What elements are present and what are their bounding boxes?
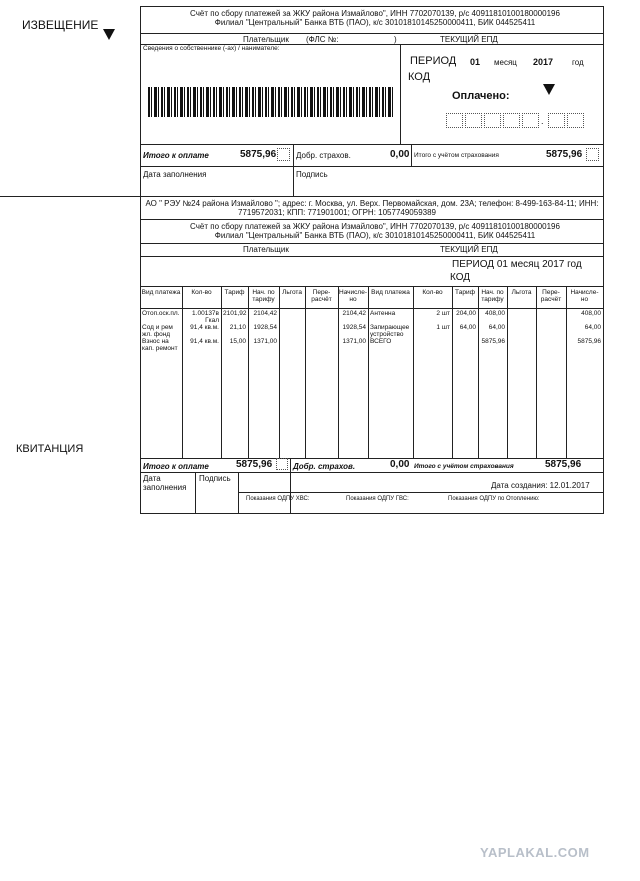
column-header: Нач. по тарифу bbox=[481, 289, 504, 303]
receipt-epd-label: ТЕКУЩИЙ ЕПД bbox=[440, 245, 498, 254]
receipt-insurance-value: 0,00 bbox=[390, 459, 410, 470]
watermark: YAPLAKAL.COM bbox=[480, 845, 590, 860]
meter-cold-water: Показания ОДПУ ХВС: bbox=[246, 496, 310, 502]
table-cell: 1928,54 bbox=[253, 324, 277, 331]
column-header: Кол-во bbox=[191, 289, 212, 296]
table-cell: 2104,42 bbox=[253, 310, 277, 317]
notice-insurance-label: Добр. страхов. bbox=[296, 151, 351, 160]
paid-digit-box bbox=[567, 113, 584, 128]
column-header: Пере- расчёт bbox=[311, 289, 332, 303]
table-cell: 64,00 bbox=[459, 324, 476, 331]
receipt-insurance-label: Добр. страхов. bbox=[293, 462, 356, 471]
year-label: год bbox=[572, 58, 584, 67]
fls-close: ) bbox=[394, 35, 397, 44]
table-cell: 1371,00 bbox=[342, 338, 366, 345]
notice-total-value: 5875,96 bbox=[240, 149, 277, 160]
receipt-header-line2: Филиал "Центральный" Банка ВТБ (ПАО), к/с 30101810145250000411, БИК 044525411 bbox=[214, 231, 536, 240]
code-label: КОД bbox=[408, 71, 431, 83]
column-header: Льгота bbox=[282, 289, 302, 296]
payer-label: Плательщик bbox=[243, 35, 289, 44]
table-cell: Отоп.оск.пл. bbox=[142, 310, 180, 317]
arrow-down-icon bbox=[103, 29, 115, 40]
table-cell: ВСЕГО bbox=[370, 338, 392, 345]
table-cell: 91,4 кв.м. bbox=[190, 338, 219, 345]
table-cell: 1371,00 bbox=[253, 338, 277, 345]
table-cell: 64,00 bbox=[488, 324, 505, 331]
created-date: Дата создания: 12.01.2017 bbox=[491, 481, 590, 490]
receipt-date-label: Дата заполнения bbox=[143, 474, 187, 492]
notice-date-label: Дата заполнения bbox=[143, 170, 207, 179]
notice-with-ins-value: 5875,96 bbox=[546, 149, 583, 160]
table-cell: 1928,54 bbox=[342, 324, 366, 331]
paid-digit-box bbox=[503, 113, 520, 128]
year-value: 2017 bbox=[533, 57, 554, 67]
epd-label: ТЕКУЩИЙ ЕПД bbox=[440, 35, 498, 44]
notice-insurance-value: 0,00 bbox=[390, 149, 410, 160]
column-header: Пере- расчёт bbox=[540, 289, 562, 303]
org-line2: 7719572031; КПП: 771901001; ОГРН: 1057749059389 bbox=[238, 208, 436, 217]
receipt-with-ins-value: 5875,96 bbox=[545, 459, 582, 470]
table-cell: Сод и рем жл. фонд bbox=[142, 324, 173, 338]
table-cell: 408,00 bbox=[581, 310, 601, 317]
receipt-with-ins-label: Итого с учётом страхования bbox=[414, 463, 514, 470]
receipt-total-label: Итого к оплате bbox=[143, 462, 209, 471]
arrow-down-icon bbox=[543, 84, 555, 95]
period-day: 01 bbox=[470, 57, 481, 67]
table-cell: 1.00137в Гкал bbox=[192, 310, 219, 324]
frame-top bbox=[140, 6, 604, 7]
notice-total-label: Итого к оплате bbox=[143, 151, 209, 160]
notice-signature-label: Подпись bbox=[296, 170, 328, 179]
owners-label: Сведения о собственнике (-ах) / нанимателе: bbox=[143, 45, 280, 52]
section-divider bbox=[0, 196, 604, 197]
table-cell: 5875,96 bbox=[481, 338, 505, 345]
fls-label: (ФЛС №: bbox=[306, 35, 339, 44]
receipt-payer-label: Плательщик bbox=[243, 245, 289, 254]
column-header: Нач. по тарифу bbox=[252, 289, 275, 303]
table-cell: Антенна bbox=[370, 310, 396, 317]
org-line1: АО " РЭУ №24 района Измайлово "; адрес: г. Москва, ул. Верх. Первомайская, дом. 23А; телефон: 8-499-163-84-11; ИНН: bbox=[145, 199, 599, 208]
table-cell: 2104,42 bbox=[342, 310, 366, 317]
paid-digit-box bbox=[484, 113, 501, 128]
paid-separator: . bbox=[541, 116, 544, 126]
checkbox-square bbox=[277, 148, 290, 161]
table-cell: 5875,96 bbox=[577, 338, 601, 345]
paid-digit-box bbox=[548, 113, 565, 128]
period-label: ПЕРИОД bbox=[410, 55, 457, 67]
column-header: Тариф bbox=[224, 289, 245, 296]
table-cell: Запирающее устройство bbox=[370, 324, 410, 338]
receipt-label: КВИТАНЦИЯ bbox=[16, 443, 84, 455]
column-header: Льгота bbox=[511, 289, 532, 296]
column-header: Тариф bbox=[455, 289, 475, 296]
column-header: Вид платежа bbox=[371, 289, 410, 296]
meter-hot-water: Показания ОДПУ ГВС: bbox=[346, 496, 409, 502]
receipt-header-line1: Счёт по сбору платежей за ЖКУ района Измайлово", ИНН 7702070139, р/с 40911810100180000196 bbox=[190, 222, 560, 231]
column-header: Начисле- но bbox=[570, 289, 599, 303]
checkbox-square bbox=[276, 458, 288, 470]
paid-digit-box bbox=[446, 113, 463, 128]
barcode bbox=[148, 87, 394, 117]
table-cell: 1 шт bbox=[436, 324, 450, 331]
table-cell: 91,4 кв.м. bbox=[190, 324, 219, 331]
checkbox-square bbox=[586, 148, 599, 161]
paid-label: Оплачено: bbox=[452, 90, 510, 102]
notice-header-line2: Филиал "Центральный" Банка ВТБ (ПАО), к/с 30101810145250000411, БИК 044525411 bbox=[214, 18, 536, 27]
meter-heating: Показания ОДПУ по Отоплению: bbox=[448, 496, 540, 502]
column-header: Вид платежа bbox=[141, 289, 181, 296]
receipt-signature-label: Подпись bbox=[199, 474, 231, 483]
table-cell: 64,00 bbox=[584, 324, 601, 331]
column-header: Начисле- но bbox=[339, 289, 368, 303]
column-header: Кол-во bbox=[422, 289, 443, 296]
table-cell: 21,10 bbox=[229, 324, 246, 331]
table-cell: 2101,92 bbox=[223, 310, 247, 317]
table-cell: 2 шт bbox=[436, 310, 450, 317]
paid-digit-box bbox=[465, 113, 482, 128]
receipt-code-label: КОД bbox=[450, 272, 471, 283]
table-cell: Взнос на кап. ремонт bbox=[142, 338, 178, 352]
paid-digit-box bbox=[522, 113, 539, 128]
receipt-total-value: 5875,96 bbox=[236, 459, 273, 470]
notice-label: ИЗВЕЩЕНИЕ bbox=[22, 18, 99, 32]
notice-header-line1: Счёт по сбору платежей за ЖКУ района Измайлово", ИНН 7702070139, р/с 40911810100180000196 bbox=[190, 9, 560, 18]
table-cell: 15,00 bbox=[229, 338, 246, 345]
table-cell: 204,00 bbox=[456, 310, 476, 317]
notice-with-ins-label: Итого с учётом страхования bbox=[414, 152, 499, 159]
receipt-period: ПЕРИОД 01 месяц 2017 год bbox=[452, 259, 582, 270]
table-cell: 408,00 bbox=[485, 310, 505, 317]
month-label: месяц bbox=[494, 58, 517, 67]
